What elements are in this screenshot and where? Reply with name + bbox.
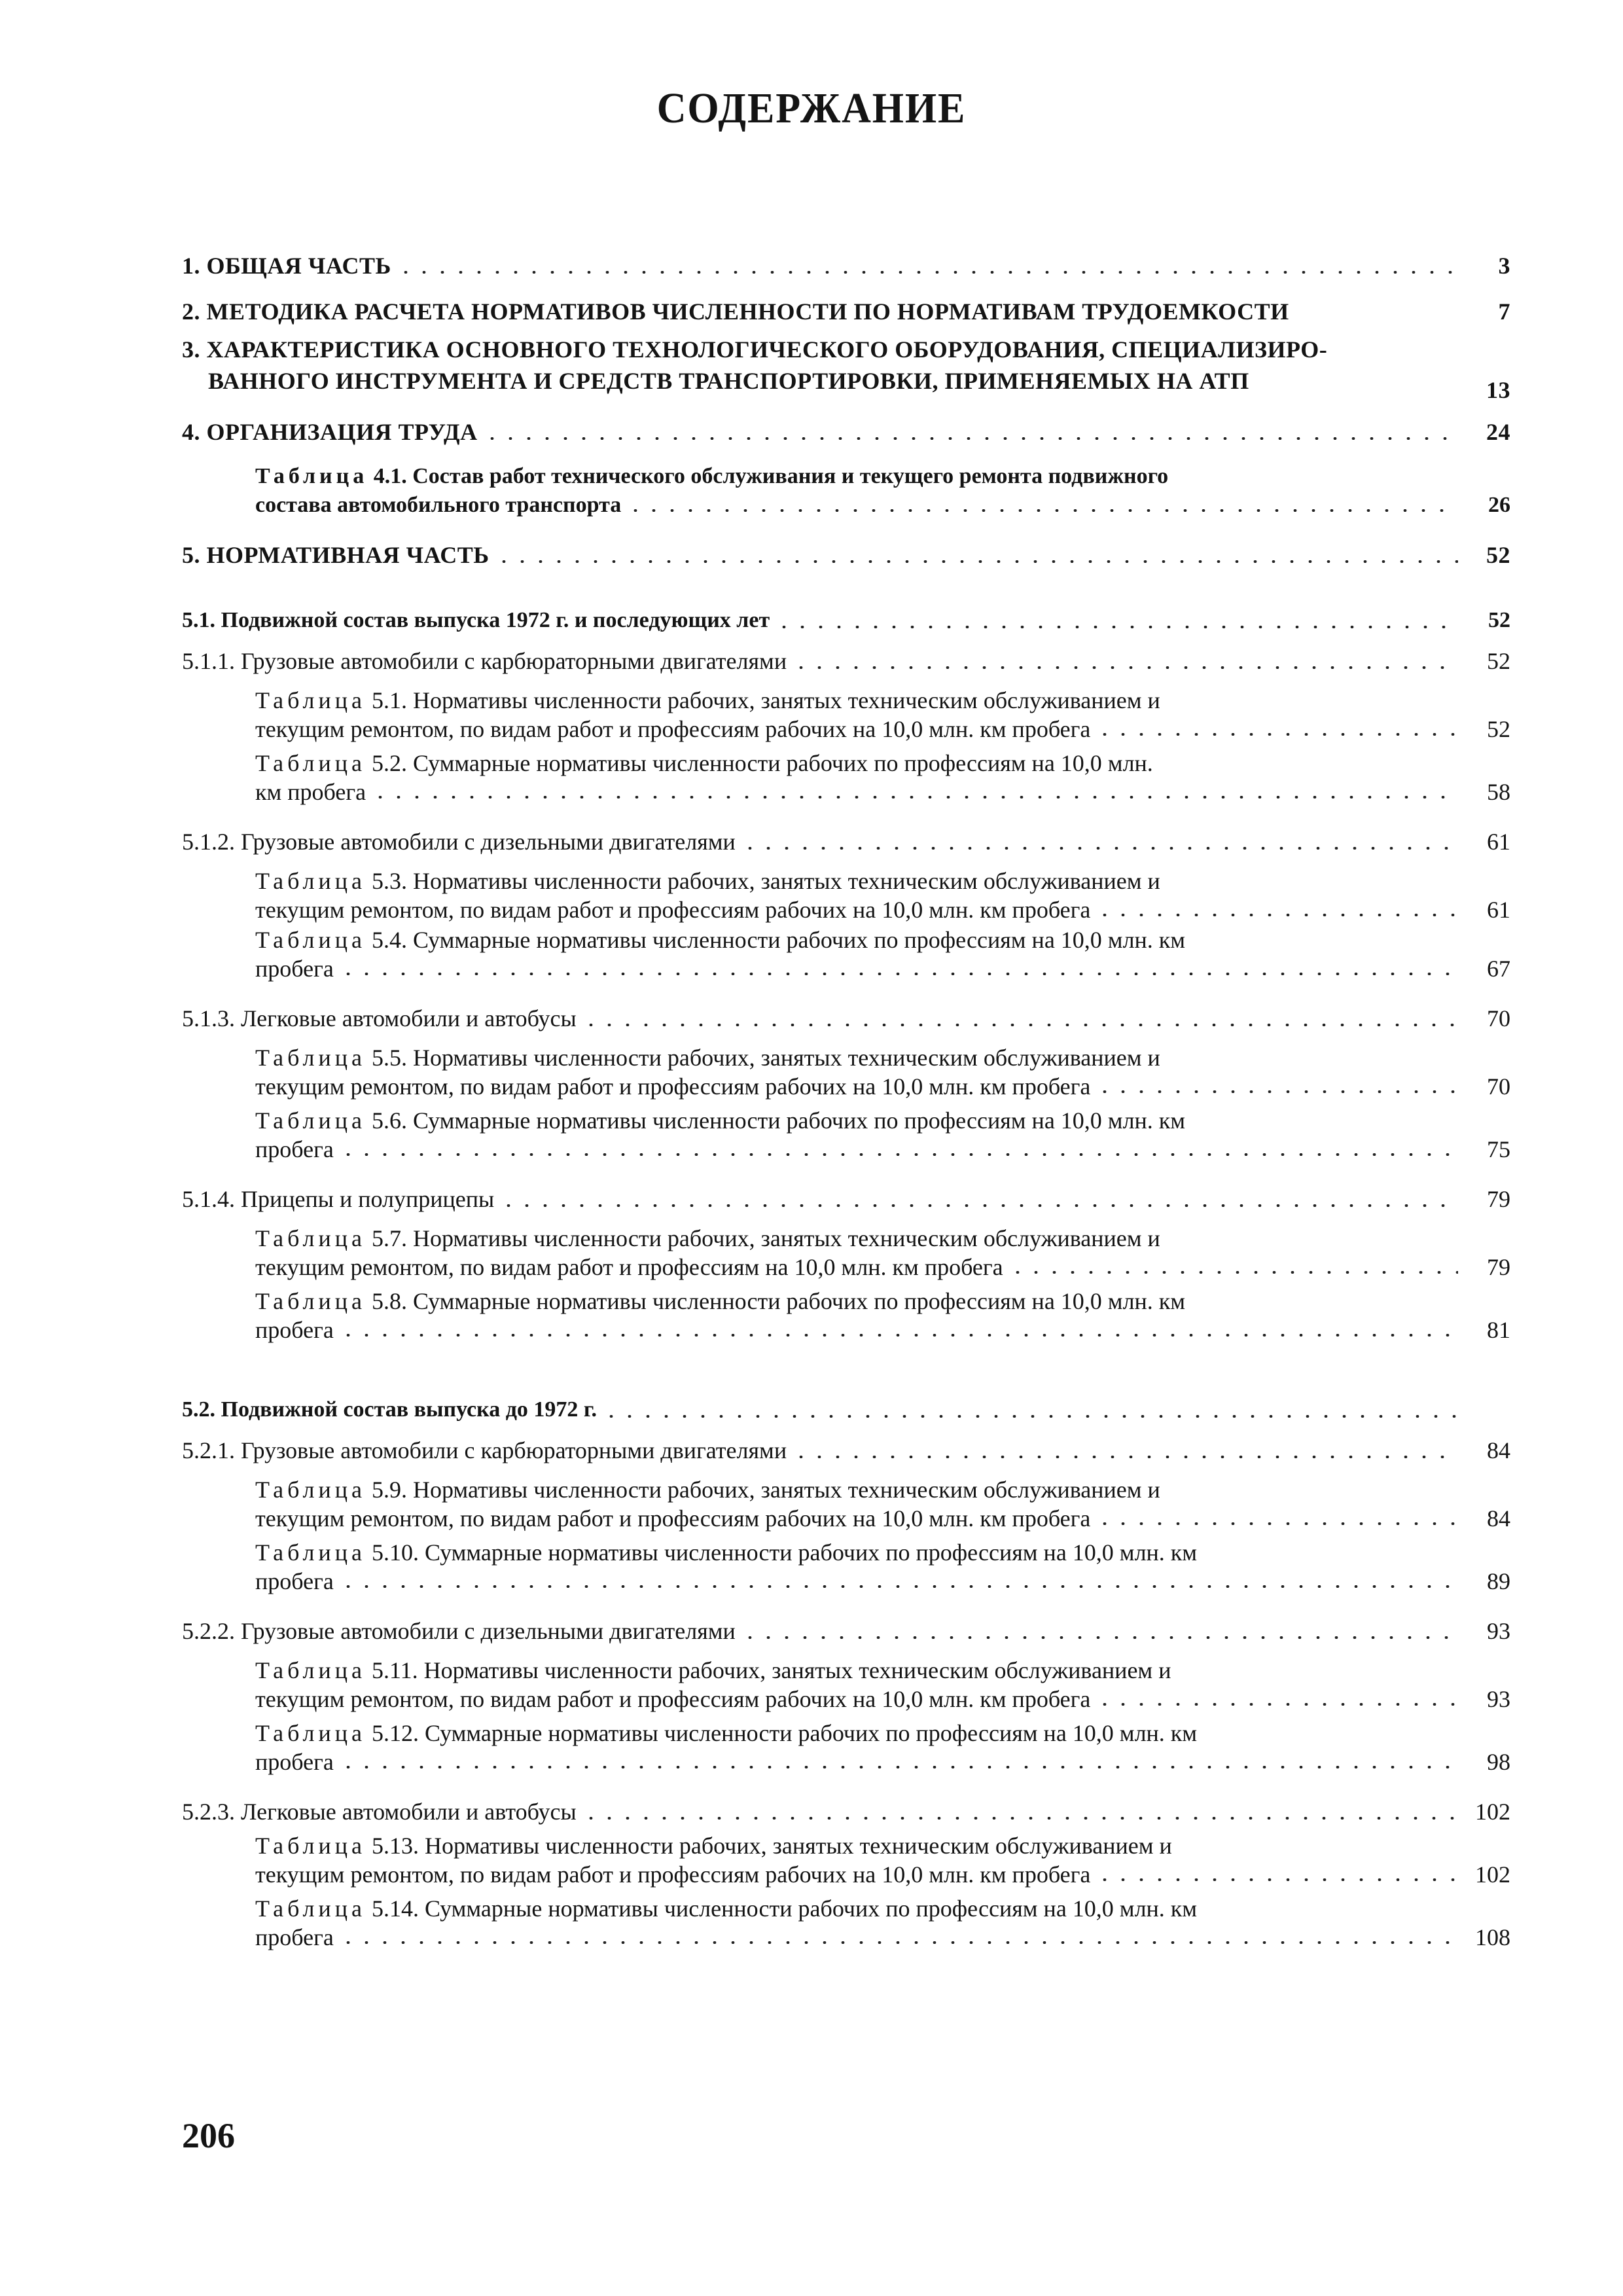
toc-entry-label-line1: 5.6. Суммарные нормативы численности рабочих по профессиям на 10,0 млн. км [371,1107,1186,1134]
toc-table-5-13[interactable] [182,1831,1510,1889]
toc-entry-label-line1: 5.10. Суммарные нормативы численности рабочих по профессиям на 10,0 млн. км [371,1539,1198,1566]
toc-entry-label-line2: текущим ремонтом, по видам работ и профессиям рабочих на 10,0 млн. км пробега [255,716,1091,742]
toc-table-5-1[interactable] [182,686,1510,744]
leader-dots [1096,1703,1458,1706]
toc-entry-label-line1: 5.7. Нормативы численности рабочих, занятых техническим обслуживанием и [371,1225,1160,1251]
toc-table-5-14[interactable] [182,1894,1510,1952]
leader-dots [626,509,1458,512]
leader-dots [339,1334,1458,1336]
toc-entry-label-line1: 5.3. Нормативы численности рабочих, занятых техническим обслуживанием и [371,868,1160,894]
toc-entry-label-line2: ВАННОГО ИНСТРУМЕНТА И СРЕДСТВ ТРАНСПОРТИРОВКИ, ПРИМЕНЯЕМЫХ НА АТП [208,368,1249,394]
toc-entry-label-line1: 3. ХАРАКТЕРИСТИКА ОСНОВНОГО ТЕХНОЛОГИЧЕСКОГО ОБОРУДОВАНИЯ, СПЕЦИАЛИЗИРО- [182,336,1328,363]
toc-entry-label-line2: текущим ремонтом, по видам работ и профессиям рабочих на 10,0 млн. км пробега [255,1073,1091,1100]
toc-entry-label: 2. МЕТОДИКА РАСЧЕТА НОРМАТИВОВ ЧИСЛЕННОСТИ ПО НОРМАТИВАМ ТРУДОЕМКОСТИ [182,298,1289,325]
toc-page-number: 24 [1486,419,1510,445]
table-word: Таблица [255,750,366,776]
toc-page-number: 75 [1487,1136,1510,1162]
toc-entry-5-2-1[interactable] [182,1435,1510,1466]
toc-entry-5-1[interactable] [182,605,1510,636]
table-word: Таблица [255,1833,366,1859]
toc-page-number: 58 [1487,779,1510,805]
toc-page-number: 61 [1487,897,1510,923]
toc-page-number: 81 [1487,1317,1510,1343]
table-word: Таблица [255,1288,366,1314]
toc-entry-label-line2: пробега [255,1924,334,1950]
table-word: Таблица [255,1045,366,1071]
toc-entry-label: 5.2.3. Легковые автомобили и автобусы [182,1799,577,1825]
toc-entry-label-line1: 4.1. Состав работ технического обслуживания и текущего ремонта подвижного [373,464,1169,488]
toc-page-number: 79 [1487,1186,1510,1212]
toc-page-number: 52 [1486,542,1510,568]
toc-entry-5-2-3[interactable] [182,1796,1510,1827]
toc-page-number: 3 [1498,253,1510,279]
toc-page-number: 70 [1487,1073,1510,1100]
toc-entry-label-line1: 5.2. Суммарные нормативы численности рабочих по профессиям на 10,0 млн. [371,750,1153,776]
leader-dots [339,1585,1458,1588]
leader-dots [1096,1522,1458,1525]
toc-entry-label: 5.2.1. Грузовые автомобили с карбюраторными двигателями [182,1437,787,1463]
leader-dots [495,560,1458,563]
leader-dots [339,1941,1458,1944]
table-of-contents [182,236,1510,1952]
toc-entry-label-line1: 5.1. Нормативы численности рабочих, занятых техническим обслуживанием и [371,687,1160,713]
table-word: Таблица [255,1539,366,1566]
toc-table-5-8[interactable] [182,1287,1510,1344]
toc-page-number: 26 [1488,493,1510,517]
toc-entry-label-line1: 5.13. Нормативы численности рабочих, занятых техническим обслуживанием и [371,1833,1172,1859]
table-word: Таблица [255,1657,366,1683]
toc-entry-label-line2: текущим ремонтом, по видам работ и профессиям рабочих на 10,0 млн. км пробега [255,897,1091,923]
toc-table-5-2[interactable] [182,749,1510,806]
toc-table-5-4[interactable] [182,925,1510,983]
table-word: Таблица [255,1477,366,1503]
leader-dots [483,437,1458,440]
toc-table-5-6[interactable] [182,1106,1510,1164]
toc-entry-5-1-3[interactable] [182,1003,1510,1034]
leader-dots [741,847,1458,850]
toc-page-number: 79 [1487,1254,1510,1280]
toc-table-4-1[interactable] [182,462,1510,520]
toc-page-number: 84 [1487,1505,1510,1532]
toc-entry-label-line2: пробега [255,956,334,982]
leader-dots [775,626,1458,628]
toc-entry-label: 5.2. Подвижной состав выпуска до 1972 г. [182,1397,597,1422]
leader-dots [371,796,1458,798]
toc-entry-label-line2: км пробега [255,779,366,805]
toc-table-5-7[interactable] [182,1224,1510,1282]
toc-entry-3[interactable] [182,334,1510,403]
toc-entry-label-line1: 5.8. Суммарные нормативы численности рабочих по профессиям на 10,0 млн. км [371,1288,1186,1314]
toc-table-5-12[interactable] [182,1719,1510,1776]
toc-entry-label-line2: текущим ремонтом, по видам работ и профессиям рабочих на 10,0 млн. км пробега [255,1505,1091,1532]
toc-page-number: 67 [1487,956,1510,982]
toc-entry-label: 5.1.2. Грузовые автомобили с дизельными двигателями [182,829,736,855]
toc-entry-label-line1: 5.11. Нормативы численности рабочих, занятых техническим обслуживанием и [371,1657,1171,1683]
toc-entry-label-line2: пробега [255,1568,334,1594]
toc-page-number: 102 [1475,1799,1510,1825]
toc-entry-label-line1: 5.12. Суммарные нормативы численности рабочих по профессиям на 10,0 млн. км [371,1720,1198,1746]
leader-dots [397,271,1458,274]
toc-entry-label: 4. ОРГАНИЗАЦИЯ ТРУДА [182,419,478,445]
toc-table-5-10[interactable] [182,1538,1510,1596]
leader-dots [792,666,1458,669]
toc-entry-label-line1: 5.9. Нормативы численности рабочих, занятых техническим обслуживанием и [371,1477,1160,1503]
toc-entry-label-line2: текущим ремонтом, по видам работ и профессиям на 10,0 млн. км пробега [255,1254,1003,1280]
toc-entry-label: 5.2.2. Грузовые автомобили с дизельными двигателями [182,1618,736,1644]
toc-entry-5-1-4[interactable] [182,1183,1510,1215]
table-word: Таблица [255,464,368,488]
page-title: СОДЕРЖАНИЕ [656,84,967,132]
toc-page-number: 89 [1487,1568,1510,1594]
toc-page-number: 52 [1487,648,1510,674]
toc-entry-4[interactable] [182,416,1510,448]
toc-entry-5-2[interactable] [182,1394,1510,1426]
leader-dots [339,973,1458,975]
toc-entry-label-line2: текущим ремонтом, по видам работ и профессиям рабочих на 10,0 млн. км пробега [255,1686,1091,1712]
leader-dots [741,1636,1458,1639]
toc-entry-label: 5. НОРМАТИВНАЯ ЧАСТЬ [182,542,490,568]
toc-entry-label-line2: пробега [255,1317,334,1343]
toc-table-5-11[interactable] [182,1656,1510,1713]
toc-entry-label: 5.1.1. Грузовые автомобили с карбюраторными двигателями [182,648,787,674]
toc-page-number: 84 [1487,1437,1510,1463]
toc-entry-1[interactable] [182,250,1510,281]
toc-entry-5-1-2[interactable] [182,826,1510,857]
toc-page-number: 52 [1488,608,1510,632]
table-word: Таблица [255,1107,366,1134]
toc-entry-label-line1: 5.4. Суммарные нормативы численности рабочих по профессиям на 10,0 млн. км [371,927,1186,953]
leader-dots [1096,914,1458,916]
toc-page-number: 52 [1487,716,1510,742]
toc-entry-5-2-2[interactable] [182,1615,1510,1647]
leader-dots [1096,1878,1458,1881]
toc-page-number: 102 [1475,1861,1510,1888]
leader-dots [1008,1271,1458,1274]
toc-table-5-5[interactable] [182,1043,1510,1101]
toc-entry-label-line2: пробега [255,1136,334,1162]
toc-entry-2[interactable] [182,296,1510,327]
toc-page-number: 108 [1475,1924,1510,1950]
leader-dots [582,1817,1458,1820]
leader-dots [339,1153,1458,1156]
toc-entry-label-line1: 5.5. Нормативы численности рабочих, занятых техническим обслуживанием и [371,1045,1160,1071]
leader-dots [792,1456,1458,1458]
toc-entry-label: 5.1.4. Прицепы и полуприцепы [182,1186,495,1212]
toc-table-5-9[interactable] [182,1475,1510,1533]
toc-entry-label-line2: текущим ремонтом, по видам работ и профессиям рабочих на 10,0 млн. км пробега [255,1861,1091,1888]
leader-dots [602,1415,1458,1418]
leader-dots [582,1024,1458,1026]
toc-page-number: 7 [1498,298,1510,325]
leader-dots [339,1766,1458,1768]
toc-page-number: 93 [1487,1618,1510,1644]
table-word: Таблица [255,1720,366,1746]
toc-entry-label: 5.1. Подвижной состав выпуска 1972 г. и последующих лет [182,608,770,632]
table-word: Таблица [255,687,366,713]
toc-entry-5[interactable] [182,539,1510,571]
leader-dots [1096,733,1458,736]
toc-page-number: 98 [1487,1749,1510,1775]
leader-dots [499,1204,1458,1207]
toc-page-number: 93 [1487,1686,1510,1712]
toc-page-number: 70 [1487,1005,1510,1031]
toc-entry-5-1-1[interactable] [182,645,1510,677]
table-word: Таблица [255,1895,366,1922]
toc-entry-label: 1. ОБЩАЯ ЧАСТЬ [182,253,391,279]
table-word: Таблица [255,1225,366,1251]
toc-entry-label-line1: 5.14. Суммарные нормативы численности рабочих по профессиям на 10,0 млн. км [371,1895,1198,1922]
toc-table-5-3[interactable] [182,867,1510,924]
table-word: Таблица [255,927,366,953]
toc-page-number: 61 [1487,829,1510,855]
toc-entry-label-line2: состава автомобильного транспорта [255,493,622,517]
toc-entry-label: 5.1.3. Легковые автомобили и автобусы [182,1005,577,1031]
table-word: Таблица [255,868,366,894]
page-number: 206 [182,2116,235,2155]
toc-entry-label-line2: пробега [255,1749,334,1775]
leader-dots [1096,1090,1458,1093]
toc-page-number: 13 [1486,377,1510,403]
